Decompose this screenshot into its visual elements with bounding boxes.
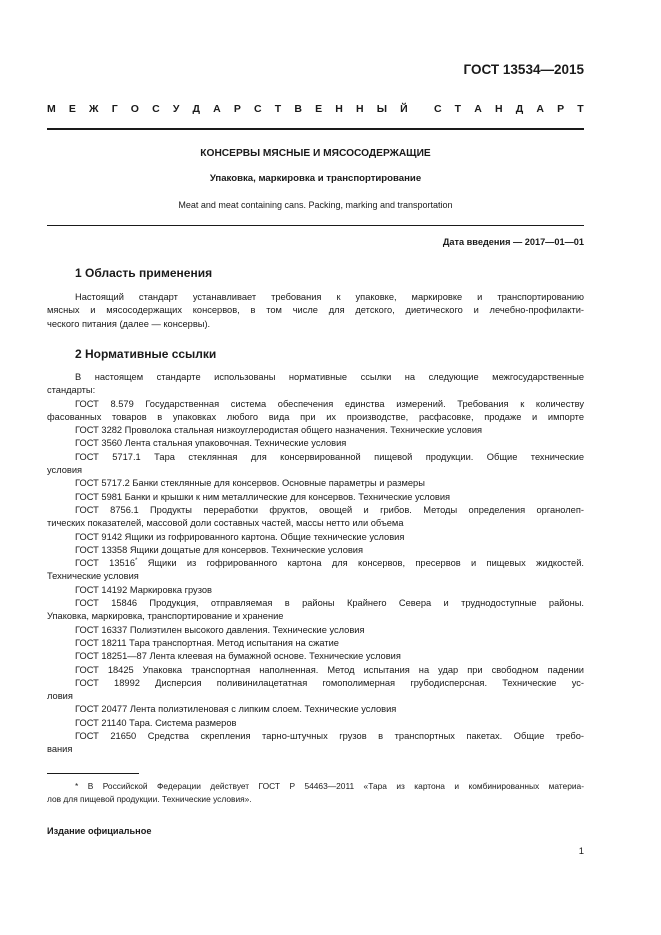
category-letter: Р: [233, 103, 241, 115]
reference-line: вания: [47, 744, 73, 755]
category-letter: Е: [315, 103, 323, 115]
footnote: [47, 780, 584, 805]
reference-line: ловия: [47, 691, 73, 702]
category-letter: У: [172, 103, 180, 115]
category-letter: Т: [274, 103, 282, 115]
reference-line: ГОСТ 18425 Упаковка транспортная наполненная. Метод испытания на удар при свободном падении: [75, 664, 584, 675]
reference-line: В настоящем стандарте использованы нормативные ссылки на следующие межгосударственные: [75, 372, 584, 382]
reference-line: ГОСТ 5717.2 Банки стеклянные для консервов. Основные параметры и размеры: [75, 478, 425, 489]
reference-line: Технические условия: [47, 571, 139, 582]
section-scope-text: [47, 291, 584, 331]
reference-line: фасованных товаров в упаковках любого вида при их производстве, расфасовке, продаже и импорте: [47, 411, 584, 422]
document-title-english: Meat and meat containing cans. Packing, marking and transportation: [178, 200, 453, 210]
reference-line: тических показателей, массовой доли составных частей, массы нетто или объема: [47, 518, 404, 529]
reference-line: ГОСТ 20477 Лента полиэтиленовая с липким слоем. Технические условия: [75, 704, 397, 715]
footnote-marker: *: [135, 558, 138, 565]
reference-code: ГОСТ 13516: [75, 558, 136, 569]
category-letter: Н: [494, 103, 503, 115]
reference-line: ГОСТ 3282 Проволока стальная низкоуглеродистая общего назначения. Технические условия: [75, 425, 483, 436]
footnote-rule: [47, 773, 139, 774]
standard-category-label: [47, 103, 584, 115]
category-letter: Т: [577, 103, 584, 115]
category-letter: Т: [454, 103, 462, 115]
reference-line: стандарты:: [47, 385, 96, 396]
document-subtitle: Упаковка, маркировка и транспортирование: [209, 173, 422, 184]
reference-line: ГОСТ 8756.1 Продукты переработки фруктов, овощей и грибов. Методы определения органолеп-: [75, 504, 584, 515]
category-letter: Е: [68, 103, 76, 115]
category-letter: С: [433, 103, 442, 115]
reference-line: ГОСТ 21140 Тара. Система размеров: [75, 717, 237, 728]
category-letter: В: [294, 103, 302, 115]
reference-line: ГОСТ 5981 Банки и крышки к ним металлические для консервов. Технические условия: [75, 491, 451, 502]
reference-line: ГОСТ 9142 Ящики из гофрированного картона. Общие технические условия: [75, 531, 405, 542]
header-rule: [47, 128, 584, 130]
category-letter: А: [474, 103, 482, 115]
document-title: КОНСЕРВЫ МЯСНЫЕ И МЯСОСОДЕРЖАЩИЕ: [200, 148, 431, 159]
reference-line: ГОСТ 16337 Полиэтилен высокого давления. Технические условия: [75, 624, 365, 635]
reference-line: условия: [47, 465, 83, 476]
official-edition-label: Издание официальное: [47, 826, 152, 836]
category-letter: Й: [400, 103, 408, 115]
references-list: [47, 371, 584, 757]
category-letter: А: [213, 103, 221, 115]
category-letter: С: [254, 103, 262, 115]
title-rule: [47, 225, 584, 226]
reference-line: ГОСТ 18251—87 Лента клеевая на бумажной основе. Технические условия: [75, 651, 401, 662]
reference-line: ГОСТ 18211 Тара транспортная. Метод испытания на сжатие: [75, 637, 339, 648]
reference-line: [47, 557, 584, 570]
category-letter: М: [47, 103, 56, 115]
page-number: 1: [578, 846, 584, 857]
reference-line: ГОСТ 8.579 Государственная система обеспечения единства измерений. Требования к количеству: [75, 398, 584, 409]
scope-line: мясных и мясосодержащих консервов, в том числе для детского, диетического и лечебно-профилакти-: [47, 305, 584, 316]
reference-line: ГОСТ 3560 Лента стальная упаковочная. Технические условия: [75, 438, 347, 449]
introduction-date: Дата введения — 2017—01—01: [442, 237, 584, 247]
category-letter: Ж: [89, 103, 99, 115]
category-letter: Ы: [376, 103, 387, 115]
footnote-line: * В Российской Федерации действует ГОСТ Р 54463—2011 «Тара из картона и комбинированных материа-: [75, 781, 584, 791]
section-heading-references: 2 Нормативные ссылки: [75, 347, 217, 361]
category-letter: Д: [515, 103, 524, 115]
reference-line: ГОСТ 15846 Продукция, отправляемая в районы Крайнего Севера и труднодоступные районы.: [75, 598, 584, 609]
reference-text: Ящики из гофрированного картона для консервов, пресервов и пищевых жидкостей.: [137, 558, 585, 569]
reference-line: ГОСТ 5717.1 Тара стеклянная для консервированной пищевой продукции. Общие технические: [75, 451, 584, 462]
document-page: [47, 0, 584, 935]
document-number: ГОСТ 13534—2015: [463, 62, 584, 77]
footnote-line: лов для пищевой продукции. Технические условия».: [47, 793, 252, 804]
reference-line: ГОСТ 18992 Дисперсия поливинилацетатная гомополимерная грубодисперсная. Технические ус-: [75, 677, 584, 688]
scope-line: Настоящий стандарт устанавливает требования к упаковке, маркировке и транспортированию: [75, 292, 584, 302]
reference-line: ГОСТ 13358 Ящики дощатые для консервов. Технические условия: [75, 544, 364, 555]
reference-line: ГОСТ 21650 Средства скрепления тарно-штучных грузов в транспортных пакетах. Общие требо-: [75, 731, 584, 742]
category-letter: С: [152, 103, 160, 115]
category-letter: Г: [111, 103, 118, 115]
category-letter: Р: [557, 103, 565, 115]
reference-line: Упаковка, маркировка, транспортирование и хранение: [47, 611, 284, 622]
category-letter: Д: [192, 103, 200, 115]
category-letter: О: [130, 103, 139, 115]
category-letter: Н: [355, 103, 364, 115]
category-letter: А: [536, 103, 544, 115]
section-heading-scope: 1 Область применения: [75, 266, 213, 280]
reference-line: ГОСТ 14192 Маркировка грузов: [75, 584, 212, 595]
scope-line: ческого питания (далее — консервы).: [47, 318, 211, 329]
category-letter: Н: [335, 103, 343, 115]
